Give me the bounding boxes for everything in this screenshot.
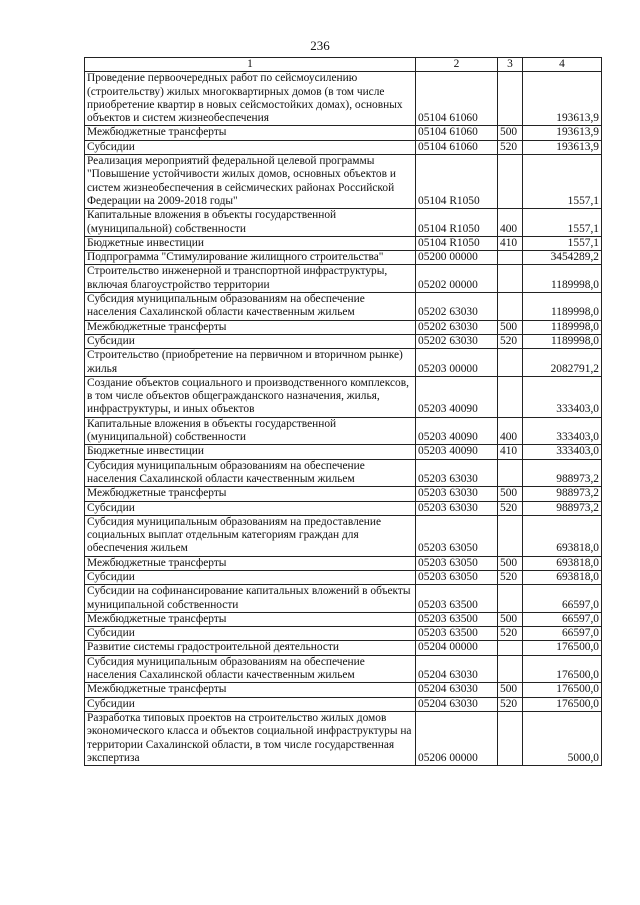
row-name: Капитальные вложения в объекты государственной (муниципальной) собственности: [85, 209, 416, 237]
table-row: [85, 126, 602, 140]
row-expense-type: [498, 376, 523, 417]
row-amount: 176500,0: [523, 641, 602, 655]
row-code: 05206 00000: [416, 711, 498, 765]
row-name: Субсидии: [85, 570, 416, 584]
row-code: 05104 61060: [416, 126, 498, 140]
row-amount: 333403,0: [523, 445, 602, 459]
row-name: Подпрограмма "Стимулирование жилищного строительства": [85, 251, 416, 265]
row-code: 05204 63030: [416, 697, 498, 711]
row-name: Межбюджетные трансферты: [85, 126, 416, 140]
table-row: [85, 320, 602, 334]
row-amount: 988973,2: [523, 501, 602, 515]
table-row: [85, 445, 602, 459]
table-row: [85, 585, 602, 613]
table-row: [85, 487, 602, 501]
row-amount: 333403,0: [523, 376, 602, 417]
row-name: Субсидия муниципальным образованиям на обеспечение населения Сахалинской области качественным жильем: [85, 655, 416, 683]
row-expense-type: [498, 293, 523, 321]
row-amount: 193613,9: [523, 72, 602, 126]
row-name: Создание объектов социального и производственного комплексов, в том числе объектов общегражданского назначения, жилья, инфраструктуры, и иных объектов: [85, 376, 416, 417]
row-name: Межбюджетные трансферты: [85, 683, 416, 697]
row-amount: 66597,0: [523, 585, 602, 613]
table-row: [85, 655, 602, 683]
row-amount: 5000,0: [523, 711, 602, 765]
row-expense-type: [498, 72, 523, 126]
row-name: Строительство (приобретение на первичном и вторичном рынке) жилья: [85, 349, 416, 377]
row-amount: 693818,0: [523, 515, 602, 556]
table-row: [85, 711, 602, 765]
row-code: 05204 00000: [416, 641, 498, 655]
row-code: 05104 R1050: [416, 155, 498, 209]
row-code: 05202 00000: [416, 265, 498, 293]
row-amount: 1557,1: [523, 155, 602, 209]
table-row: [85, 376, 602, 417]
row-amount: 693818,0: [523, 570, 602, 584]
row-expense-type: [498, 265, 523, 293]
row-amount: 1189998,0: [523, 334, 602, 348]
row-code: 05203 63500: [416, 585, 498, 613]
row-expense-type: 500: [498, 126, 523, 140]
table-row: [85, 293, 602, 321]
row-code: 05203 63030: [416, 459, 498, 487]
table-row: [85, 209, 602, 237]
row-code: 05203 63030: [416, 501, 498, 515]
row-code: 05204 63030: [416, 683, 498, 697]
row-amount: 176500,0: [523, 655, 602, 683]
row-code: 05203 40090: [416, 417, 498, 445]
row-expense-type: 410: [498, 236, 523, 250]
row-name: Субсидии: [85, 697, 416, 711]
row-code: 05104 61060: [416, 72, 498, 126]
table-row: [85, 251, 602, 265]
row-expense-type: [498, 155, 523, 209]
column-header-3: 3: [498, 58, 523, 72]
row-code: 05203 00000: [416, 349, 498, 377]
row-name: Субсидии: [85, 334, 416, 348]
table-row: [85, 627, 602, 641]
table-row: [85, 236, 602, 250]
table-row: [85, 349, 602, 377]
table-row: [85, 334, 602, 348]
row-amount: 176500,0: [523, 697, 602, 711]
row-amount: 988973,2: [523, 459, 602, 487]
row-code: 05203 63030: [416, 487, 498, 501]
budget-table: [84, 57, 602, 766]
row-name: Субсидия муниципальным образованиям на обеспечение населения Сахалинской области качественным жильем: [85, 293, 416, 321]
row-code: 05104 R1050: [416, 236, 498, 250]
row-name: Субсидии: [85, 627, 416, 641]
table-row: [85, 417, 602, 445]
row-name: Развитие системы градостроительной деятельности: [85, 641, 416, 655]
row-code: 05202 63030: [416, 320, 498, 334]
row-amount: 176500,0: [523, 683, 602, 697]
row-code: 05202 63030: [416, 293, 498, 321]
row-expense-type: 400: [498, 417, 523, 445]
row-amount: 193613,9: [523, 126, 602, 140]
row-expense-type: 410: [498, 445, 523, 459]
row-amount: 1557,1: [523, 209, 602, 237]
row-amount: 333403,0: [523, 417, 602, 445]
row-expense-type: [498, 349, 523, 377]
page-number: 236: [310, 38, 330, 53]
row-name: Строительство инженерной и транспортной инфраструктуры, включая благоустройство территории: [85, 265, 416, 293]
row-expense-type: [498, 515, 523, 556]
table-row: [85, 265, 602, 293]
row-code: 05104 61060: [416, 140, 498, 154]
row-code: 05203 63500: [416, 612, 498, 626]
row-amount: 2082791,2: [523, 349, 602, 377]
row-code: 05203 40090: [416, 445, 498, 459]
row-amount: 988973,2: [523, 487, 602, 501]
row-amount: 66597,0: [523, 627, 602, 641]
row-expense-type: 520: [498, 570, 523, 584]
row-name: Капитальные вложения в объекты государственной (муниципальной) собственности: [85, 417, 416, 445]
table-row: [85, 612, 602, 626]
table-row: [85, 570, 602, 584]
row-expense-type: [498, 711, 523, 765]
row-code: 05204 63030: [416, 655, 498, 683]
row-name: Субсидия муниципальным образованиям на предоставление социальных выплат отдельным категориям граждан для обеспечения жильем: [85, 515, 416, 556]
row-amount: 1189998,0: [523, 320, 602, 334]
row-amount: 1557,1: [523, 236, 602, 250]
row-expense-type: 520: [498, 501, 523, 515]
table-row: [85, 697, 602, 711]
row-expense-type: [498, 585, 523, 613]
row-name: Разработка типовых проектов на строительство жилых домов экономического класса и объектов социальной инфраструктуры на территории Сахалинской области, в том числе государственная экспертиза: [85, 711, 416, 765]
row-name: Субсидия муниципальным образованиям на обеспечение населения Сахалинской области качественным жильем: [85, 459, 416, 487]
row-code: 05202 63030: [416, 334, 498, 348]
row-expense-type: 400: [498, 209, 523, 237]
table-row: [85, 683, 602, 697]
row-expense-type: [498, 459, 523, 487]
row-expense-type: 500: [498, 556, 523, 570]
table-row: [85, 140, 602, 154]
table-row: [85, 72, 602, 126]
row-code: 05203 40090: [416, 376, 498, 417]
table-row: [85, 515, 602, 556]
row-expense-type: [498, 655, 523, 683]
row-amount: 66597,0: [523, 612, 602, 626]
table-row: [85, 459, 602, 487]
row-code: 05203 63500: [416, 627, 498, 641]
row-expense-type: [498, 641, 523, 655]
row-amount: 1189998,0: [523, 265, 602, 293]
column-header-1: 1: [85, 58, 416, 72]
column-header-4: 4: [523, 58, 602, 72]
row-amount: 3454289,2: [523, 251, 602, 265]
row-code: 05203 63050: [416, 515, 498, 556]
row-name: Субсидии на софинансирование капитальных вложений в объекты муниципальной собственности: [85, 585, 416, 613]
row-name: Межбюджетные трансферты: [85, 320, 416, 334]
row-name: Межбюджетные трансферты: [85, 612, 416, 626]
table-row: [85, 501, 602, 515]
row-amount: 193613,9: [523, 140, 602, 154]
table-header-row: [85, 58, 602, 72]
row-expense-type: 500: [498, 487, 523, 501]
row-name: Реализация мероприятий федеральной целевой программы "Повышение устойчивости жилых домов, основных объектов и систем жизнеобеспечения в сейсмических районах Российской Федерации на 2009-2018 годы": [85, 155, 416, 209]
row-code: 05104 R1050: [416, 209, 498, 237]
row-expense-type: 500: [498, 320, 523, 334]
row-expense-type: 500: [498, 683, 523, 697]
table-row: [85, 155, 602, 209]
row-name: Бюджетные инвестиции: [85, 236, 416, 250]
row-name: Межбюджетные трансферты: [85, 487, 416, 501]
row-name: Субсидии: [85, 140, 416, 154]
row-expense-type: 520: [498, 140, 523, 154]
table-row: [85, 641, 602, 655]
row-name: Проведение первоочередных работ по сейсмоусилению (строительству) жилых многоквартирных домов (в том числе приобретение квартир в новых сейсмостойких домах), основных объектов и систем жизнеобеспечения: [85, 72, 416, 126]
row-expense-type: 500: [498, 612, 523, 626]
row-expense-type: 520: [498, 627, 523, 641]
row-code: 05200 00000: [416, 251, 498, 265]
column-header-2: 2: [416, 58, 498, 72]
row-expense-type: [498, 251, 523, 265]
row-name: Субсидии: [85, 501, 416, 515]
row-code: 05203 63050: [416, 570, 498, 584]
row-amount: 693818,0: [523, 556, 602, 570]
row-name: Межбюджетные трансферты: [85, 556, 416, 570]
row-expense-type: 520: [498, 334, 523, 348]
row-code: 05203 63050: [416, 556, 498, 570]
row-name: Бюджетные инвестиции: [85, 445, 416, 459]
row-amount: 1189998,0: [523, 293, 602, 321]
row-expense-type: 520: [498, 697, 523, 711]
table-row: [85, 556, 602, 570]
